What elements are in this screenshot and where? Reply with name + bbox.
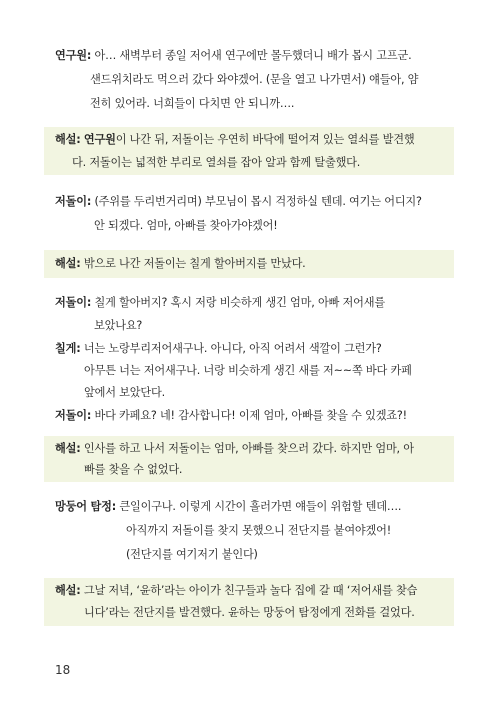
dialogue-line: 샌드위치라도 먹으러 갔다 와야겠어. (문을 열고 나가면서) 얘들아, 얌	[90, 73, 419, 86]
dialogue-line: 전히 있어라. 너희들이 다치면 안 되니까….	[90, 97, 295, 110]
speaker-label: 저돌이:	[55, 195, 92, 208]
dialogue-line: 아무튼 너는 저어새구나. 너랑 비슷하게 생긴 새를 저~~쪽 바다 카페	[84, 364, 412, 377]
dialogue-line: 저돌이: 바다 카페요? 네! 감사합니다! 이제 엄마, 아빠를 찾을 수 있겠죠?!	[55, 409, 407, 422]
dialogue-line	[55, 48, 411, 64]
dialogue-line: 저돌이: (주위를 두리번거리며) 부모님이 몹시 걱정하실 텐데. 여기는 어디지?	[55, 195, 422, 208]
narration-line: 니다’라는 전단지를 발견했다. 윤하는 망둥어 탐정에게 전화를 걸었다.	[84, 606, 415, 619]
speaker-label: 저돌이:	[55, 296, 92, 309]
narration-line: 빠를 찾을 수 없었다.	[84, 463, 183, 476]
dialogue-line: 아직까지 저돌이를 찾지 못했으니 전단지를 붙여야겠어!	[126, 524, 392, 537]
dialogue-line: 보았나요?	[94, 319, 143, 332]
emphasis-text: 연구원	[83, 133, 116, 146]
narration-line: 해설: 연구원이 나간 뒤, 저돌이는 우연히 바닥에 떨어져 있는 열쇠를 발견했	[55, 133, 415, 146]
speaker-label: 해설:	[55, 257, 81, 270]
narration-line: 다. 저돌이는 넓적한 부리로 열쇠를 잡아 알과 함께 탈출했다.	[72, 156, 361, 169]
dialogue-line: (전단지를 여기저기 붙인다)	[126, 548, 258, 561]
dialogue-line: 앞에서 보았단다.	[84, 386, 165, 399]
dialogue-line: 저돌이: 칠게 할아버지? 혹시 저랑 비슷하게 생긴 엄마, 아빠 저어새를	[55, 296, 385, 309]
speaker-label: 칠게:	[55, 342, 81, 355]
dialogue-line: 안 되겠다. 엄마, 아빠를 찾아가야겠어!	[94, 219, 278, 232]
dialogue-text: 아… 새벽부터 종일 저어새 연구에만 몰두했더니 배가 몹시 고프군.	[91, 49, 412, 62]
speaker-label: 해설:	[55, 133, 81, 146]
narration-line: 해설: 인사를 하고 나서 저돌이는 엄마, 아빠를 찾으러 갔다. 하지만 엄마, 아	[55, 442, 414, 455]
narration-line: 해설: 그날 저녁, ‘윤하’라는 아이가 친구들과 놀다 집에 갈 때 ‘저어새를 찾습	[55, 584, 418, 597]
speaker-label: 저돌이:	[55, 409, 92, 422]
speaker-label: 해설:	[55, 442, 81, 455]
dialogue-line: 칠게: 너는 노랑부리저어새구나. 아니다, 아직 어려서 색깔이 그런가?	[55, 342, 382, 355]
speaker-label: 해설:	[55, 584, 81, 597]
page-number: 18	[55, 663, 71, 677]
narration-line: 해설: 밖으로 나간 저돌이는 칠게 할아버지를 만났다.	[55, 257, 306, 270]
dialogue-line: 망둥어 탐정: 큰일이구나. 이렇게 시간이 흘러가면 얘들이 위험할 텐데….	[55, 500, 402, 513]
speaker-label: 연구원:	[55, 49, 92, 62]
speaker-label: 망둥어 탐정:	[55, 500, 117, 513]
